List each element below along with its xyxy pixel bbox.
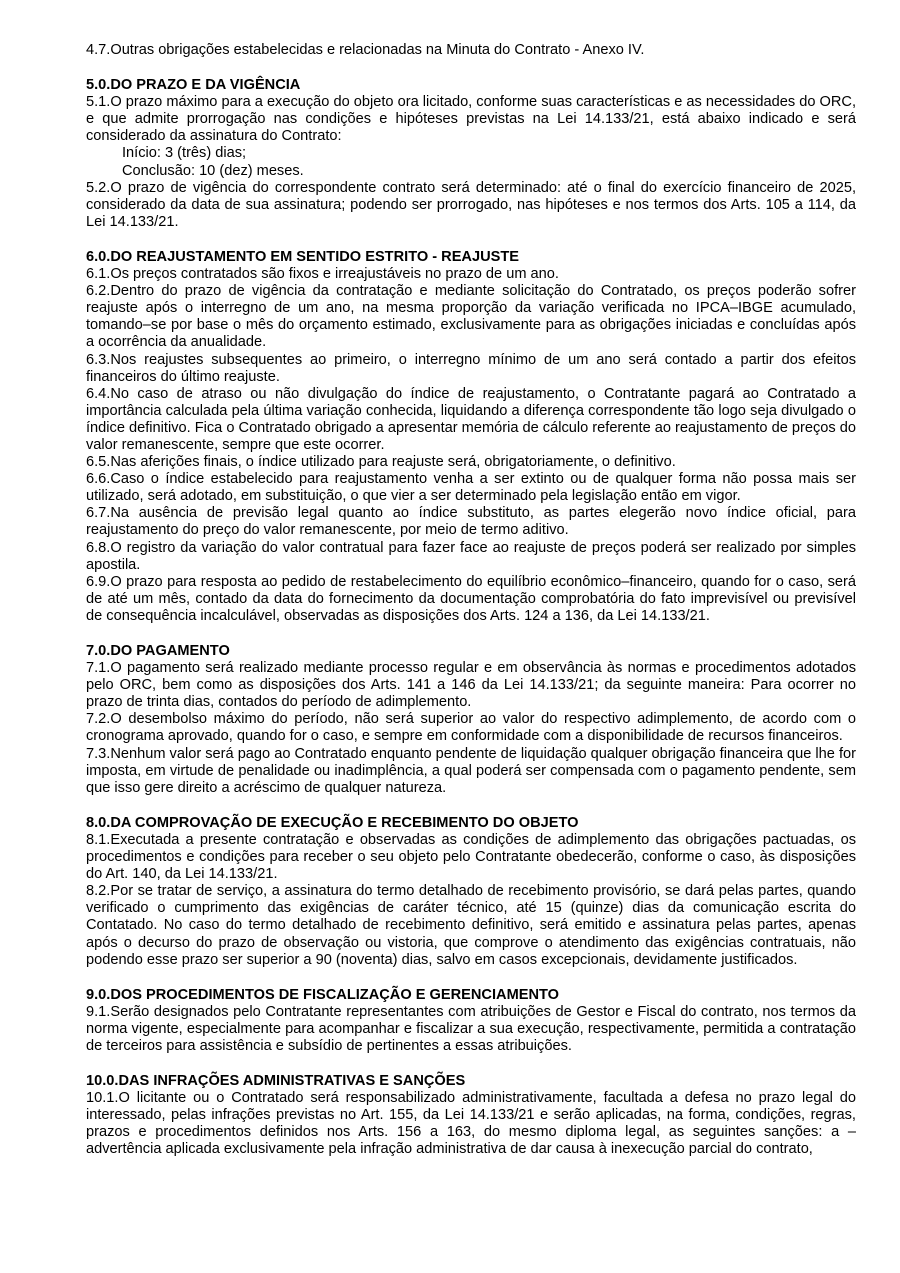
clause-6-7: 6.7.Na ausência de previsão legal quanto ao índice substituto, as partes elegerão novo índice oficial, para reajustamento do preço do valor remanescente, por meio de termo aditivo. — [86, 505, 856, 539]
clause-4-7: 4.7.Outras obrigações estabelecidas e relacionadas na Minuta do Contrato - Anexo IV. — [86, 42, 645, 58]
clause-8-1: 8.1.Executada a presente contratação e observadas as condições de adimplemento das obrigações pactuadas, os procedimentos e condições para receber o seu objeto pelo Contratante obedecerão, conforme o caso, às disposições do Art. 140, da Lei 14.133/21. — [86, 831, 856, 883]
section-8-heading: 8.0.DA COMPROVAÇÃO DE EXECUÇÃO E RECEBIMENTO DO OBJETO — [86, 814, 579, 831]
document-page — [86, 42, 856, 1159]
clause-6-9: 6.9.O prazo para resposta ao pedido de restabelecimento do equilíbrio econômico–financeiro, quando for o caso, será de até um mês, contado da data do fornecimento da documentação comprobatória do fato imprevisível ou previsível de consequência incalculável, observadas as disposições dos Arts. 124 a 136, da Lei 14.133/21. — [86, 573, 856, 624]
clause-6-2: 6.2.Dentro do prazo de vigência da contratação e mediante solicitação do Contratado, os preços poderão sofrer reajuste após o interregno de um ano, na mesma proporção da variação verificada no IPCA–IBGE acumulado, tomando–se por base o mês do orçamento estimado, exclusivamente para as obrigações iniciadas e concluídas após a ocorrência da anualidade. — [86, 283, 856, 351]
section-5-heading: 5.0.DO PRAZO E DA VIGÊNCIA — [86, 77, 301, 94]
clause-7-1: 7.1.O pagamento será realizado mediante processo regular e em observância às normas e procedimentos adotados pelo ORC, bem como as disposições dos Arts. 141 a 146 da Lei 14.133/21; da seguinte maneira: Para ocorrer no prazo de trinta dias, contados do período de adimplemento. — [86, 660, 856, 711]
clause-6-3: 6.3.Nos reajustes subsequentes ao primeiro, o interregno mínimo de um ano será contado a partir dos efeitos financeiros do último reajuste. — [86, 351, 856, 385]
clause-5-2: 5.2.O prazo de vigência do correspondente contrato será determinado: até o final do exercício financeiro de 2025, considerado da data de sua assinatura; podendo ser prorrogado, nas hipóteses e nos termos dos Arts. 105 a 114, da Lei 14.133/21. — [86, 179, 856, 230]
section-6-heading: 6.0.DO REAJUSTAMENTO EM SENTIDO ESTRITO - REAJUSTE — [86, 248, 520, 265]
section-10-heading: 10.0.DAS INFRAÇÕES ADMINISTRATIVAS E SANÇÕES — [86, 1073, 466, 1090]
clause-5-1-inicio: Início: 3 (três) dias; — [122, 145, 247, 162]
section-9-heading: 9.0.DOS PROCEDIMENTOS DE FISCALIZAÇÃO E GERENCIAMENTO — [86, 986, 559, 1003]
clause-9-1: 9.1.Serão designados pelo Contratante representantes com atribuições de Gestor e Fiscal do contrato, nos termos da norma vigente, especialmente para acompanhar e fiscalizar a sua execução, respectivamente, permitida a contratação de terceiros para assistência e subsídio de pertinentes a essas atribuições. — [86, 1003, 856, 1054]
section-7-heading: 7.0.DO PAGAMENTO — [86, 643, 230, 659]
clause-5-1-conclusao: Conclusão: 10 (dez) meses. — [122, 162, 304, 179]
clause-7-2: 7.2.O desembolso máximo do período, não será superior ao valor do respectivo adimplemento, de acordo com o cronograma aprovado, quando for o caso, e sempre em conformidade com a disponibilidade de recursos financeiros. — [86, 711, 856, 745]
clause-10-1: 10.1.O licitante ou o Contratado será responsabilizado administrativamente, facultada a defesa no prazo legal do interessado, pelas infrações previstas no Art. 155, da Lei 14.133/21 e serão aplicadas, na forma, condições, regras, prazos e procedimentos definidos nos Arts. 156 a 163, do mesmo diploma legal, as seguintes sanções: a – advertência aplicada exclusivamente pela infração administrativa de dar causa à inexecução parcial do contrato, — [86, 1090, 856, 1158]
clause-6-5: 6.5.Nas aferições finais, o índice utilizado para reajuste será, obrigatoriamente, o definitivo. — [86, 454, 676, 471]
clause-6-6: 6.6.Caso o índice estabelecido para reajustamento venha a ser extinto ou de qualquer forma não possa mais ser utilizado, será adotado, em substituição, o que vier a ser determinado pela legislação então em vigor. — [86, 471, 856, 505]
clause-6-1: 6.1.Os preços contratados são fixos e irreajustáveis no prazo de um ano. — [86, 266, 559, 283]
clause-5-1: 5.1.O prazo máximo para a execução do objeto ora licitado, conforme suas características e as necessidades do ORC, e que admite prorrogação nas condições e hipóteses previstas na Lei 14.133/21, está abaixo indicado e será considerado da assinatura do Contrato: — [86, 94, 856, 145]
clause-6-4: 6.4.No caso de atraso ou não divulgação do índice de reajustamento, o Contratante pagará ao Contratado a importância calculada pela última variação conhecida, liquidando a diferença correspondente tão logo seja divulgado o índice definitivo. Fica o Contratado obrigado a apresentar memória de cálculo referente ao reajustamento de preços do valor remanescente, sempre que este ocorrer. — [86, 385, 856, 453]
clause-6-8: 6.8.O registro da variação do valor contratual para fazer face ao reajuste de preços poderá ser realizado por simples apostila. — [86, 539, 856, 573]
clause-7-3: 7.3.Nenhum valor será pago ao Contratado enquanto pendente de liquidação qualquer obrigação financeira que lhe for imposta, em virtude de penalidade ou inadimplência, a qual poderá ser compensada com o pagamento pendente, sem que isso gere direito a acréscimo de qualquer natureza. — [86, 745, 856, 796]
clause-8-2: 8.2.Por se tratar de serviço, a assinatura do termo detalhado de recebimento provisório, se dará pelas partes, quando verificado o cumprimento das exigências de caráter técnico, até 15 (quinze) dias da comunicação escrita do Contatado. No caso do termo detalhado de recebimento definitivo, será emitido e assinatura pelas partes, apenas após o decurso do prazo de observação ou vistoria, que comprove o atendimento das exigências contratuais, não podendo esse prazo ser superior a 90 (noventa) dias, salvo em casos excepcionais, devidamente justificados. — [86, 883, 856, 968]
